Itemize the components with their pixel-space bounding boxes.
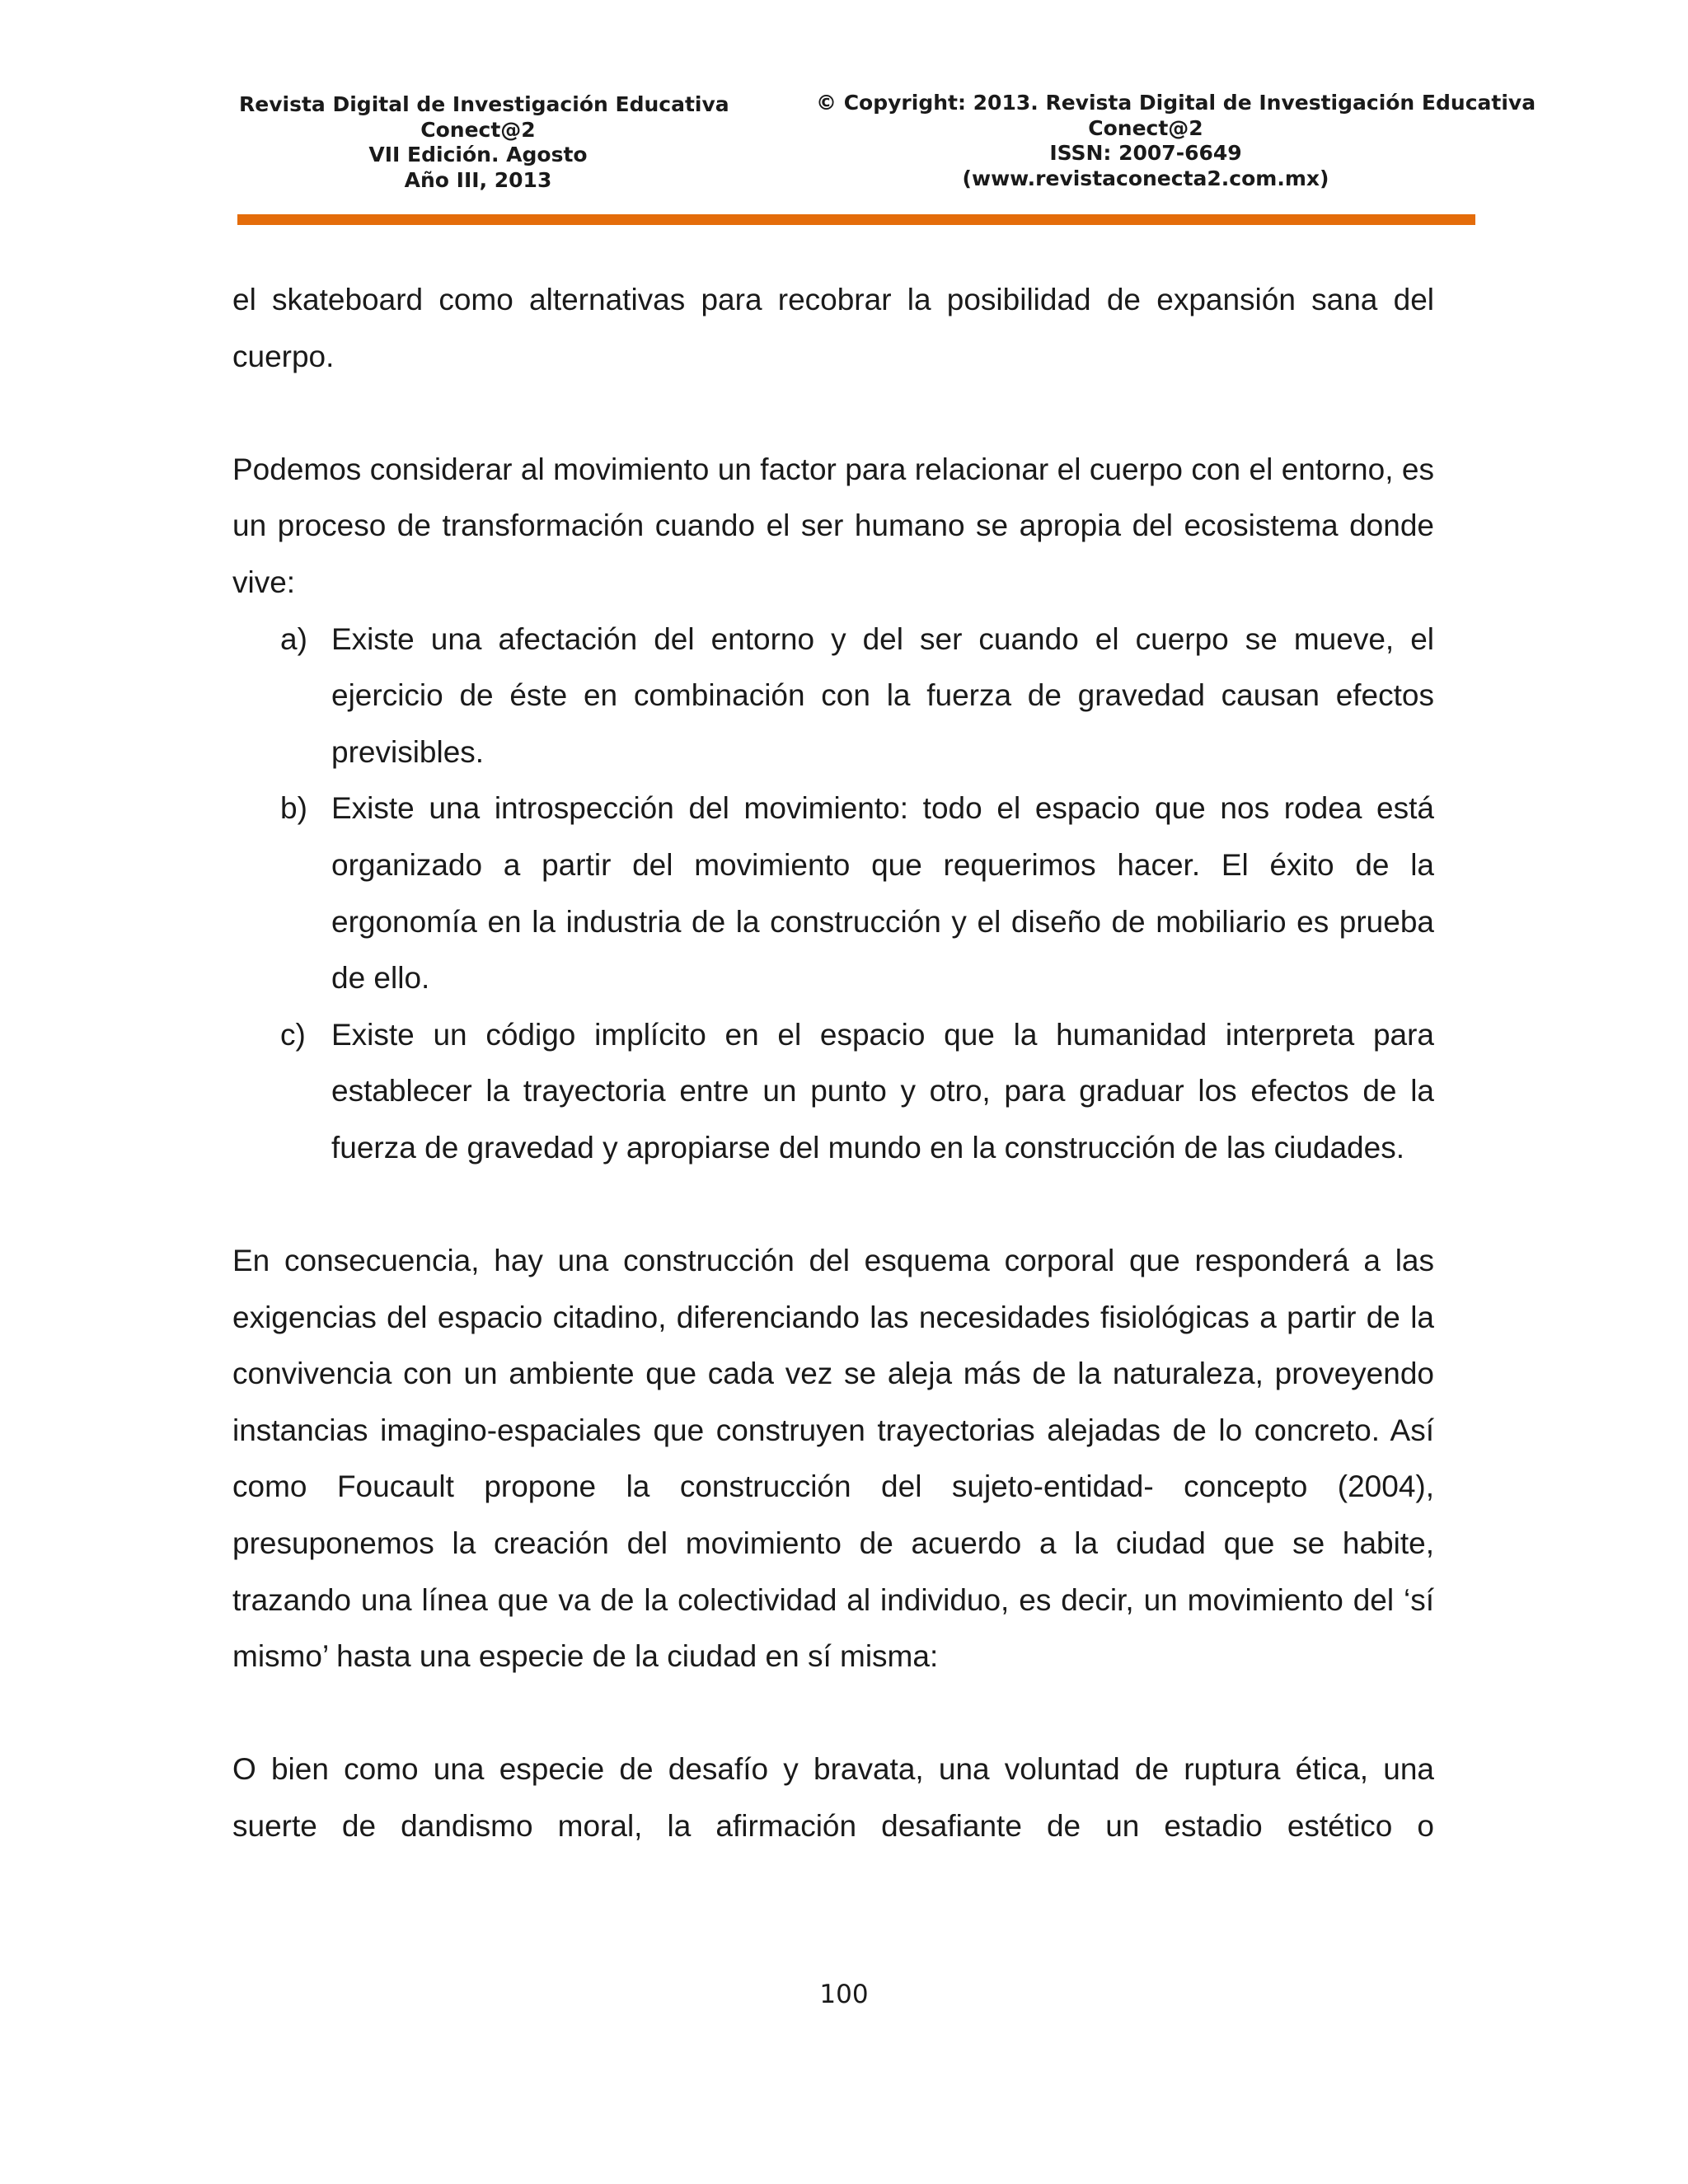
header-journal-info — [239, 92, 729, 193]
paragraph-consequence: En consecuencia, hay una construcción del esquema corporal que responderá a las exigencias del espacio citadino, diferenciando las necesidades fisiológicas a partir de la convivencia con un ambiente que cada vez se aleja más de la naturaleza, proveyendo instancias imagino-espaciales que construyen trayectorias alejadas de lo concreto. Así como Foucault propone la construcción del sujeto-entidad- concepto (2004), presuponemos la creación del movimiento de acuerdo a la ciudad que se habite, trazando una línea que va de la colectividad al individuo, es decir, un movimiento del ‘sí mismo’ hasta una especie de la ciudad en sí misma: — [232, 1244, 1434, 1674]
list-item-text: Existe una afectación del entorno y del ser cuando el cuerpo se mueve, el ejercicio de éste en combinación con la fuerza de gravedad causan efectos previsibles. — [331, 621, 1434, 769]
header-copyright: © Copyright: 2013. Revista Digital de Investigación Educativa — [816, 91, 1536, 115]
list-item-c — [232, 1007, 1434, 1177]
lettered-list — [232, 612, 1434, 1177]
header-edition: VII Edición. Agosto — [368, 143, 588, 166]
page-body — [232, 272, 1434, 1855]
paragraph-movement: Podemos considerar al movimiento un factor para relacionar el cuerpo con el entorno, es un proceso de transformación cuando el ser humano se apropia del ecosistema donde vive: — [232, 452, 1434, 599]
header-journal-title: Revista Digital de Investigación Educativa — [239, 92, 729, 116]
list-item-text: Existe una introspección del movimiento: todo el espacio que nos rodea está organizado a partir del movimiento que requerimos hacer. El éxito de la ergonomía en la industria de la construcción y el diseño de mobiliario es prueba de ello. — [331, 791, 1434, 996]
header-journal-name: Conect@2 — [420, 117, 536, 142]
page-header — [239, 91, 1536, 216]
page-number: 100 — [819, 1980, 869, 2009]
list-marker: a) — [280, 621, 307, 656]
list-marker: c) — [280, 1017, 306, 1052]
header-year: Año III, 2013 — [404, 167, 552, 192]
header-divider — [237, 214, 1475, 225]
paragraph-quote: O bien como una especie de desafío y bravata, una voluntad de ruptura ética, una suerte de dandismo moral, la afirmación desafiante de un estadio estético o — [232, 1752, 1434, 1844]
paragraph-continuation: el skateboard como alternativas para recobrar la posibilidad de expansión sana del cuerpo. — [232, 283, 1434, 373]
list-item-a — [232, 612, 1434, 781]
list-item-b — [232, 780, 1434, 1006]
header-copyright-info — [816, 91, 1536, 191]
header-issn: ISSN: 2007-6649 — [1049, 141, 1242, 165]
list-marker: b) — [280, 791, 307, 826]
paragraph-gap — [232, 1685, 1434, 1742]
paragraph-gap — [232, 1177, 1434, 1234]
header-website: (www.revistaconecta2.com.mx) — [962, 166, 1329, 190]
list-item-text: Existe un código implícito en el espacio que la humanidad interpreta para establecer la trayectoria entre un punto y otro, para graduar los efectos de la fuerza de gravedad y apropiarse del mundo en la construcción de las ciudades. — [331, 1017, 1434, 1165]
paragraph-gap — [232, 385, 1434, 442]
header-journal-name-right: Conect@2 — [1088, 115, 1203, 140]
